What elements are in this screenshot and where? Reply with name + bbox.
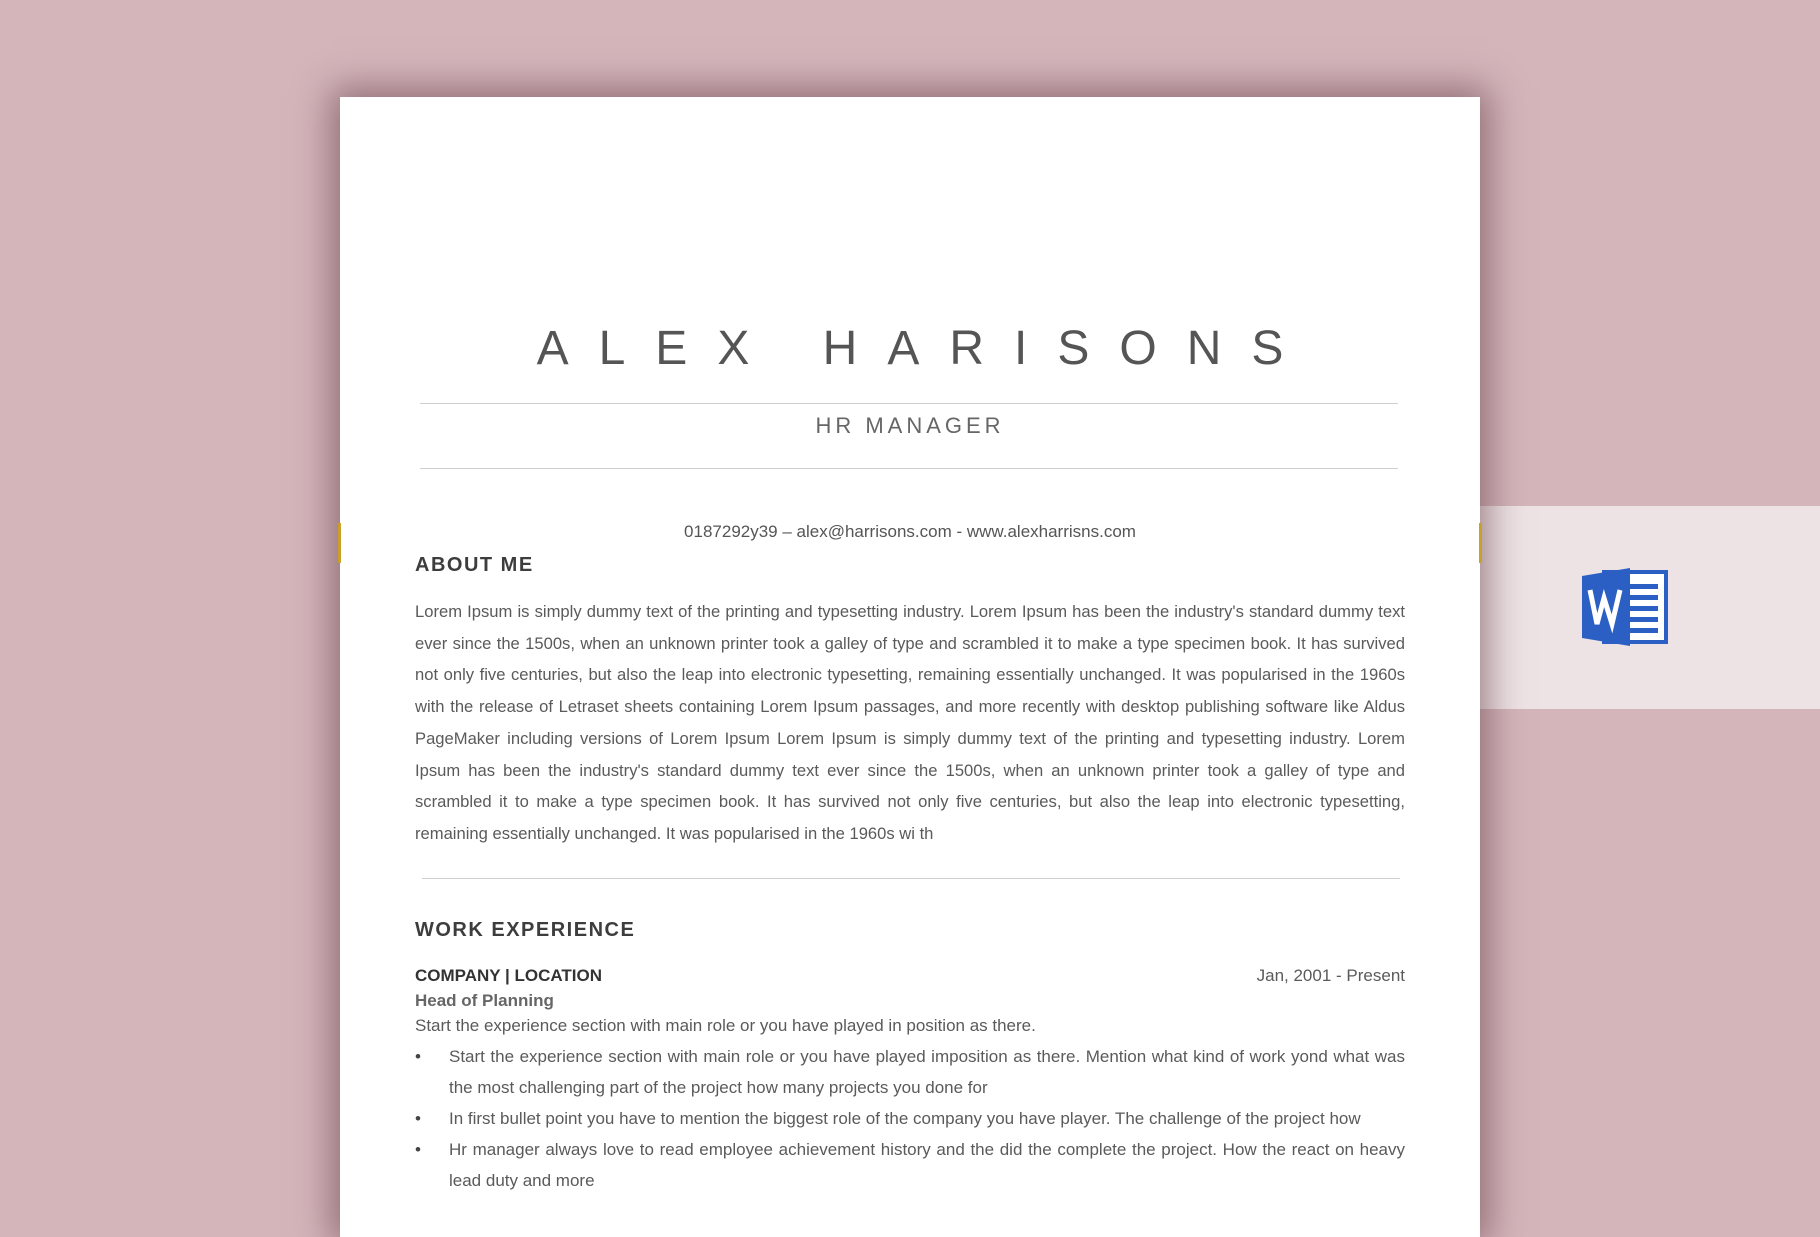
- job-intro: Start the experience section with main role or you have played in position as there.: [415, 1016, 1036, 1035]
- bullet-icon: •: [415, 1109, 421, 1128]
- work-heading: WORK EXPERIENCE: [415, 919, 636, 941]
- job-dates: Jan, 2001 - Present: [1256, 966, 1405, 985]
- job-title: Head of Planning: [415, 991, 554, 1010]
- microsoft-word-icon: [1582, 566, 1668, 648]
- bullet-text: In first bullet point you have to mention the biggest role of the company you have player. The challenge of the project how: [449, 1109, 1361, 1128]
- bullet-icon: •: [415, 1047, 421, 1066]
- list-item: [415, 1134, 1405, 1196]
- about-text: Lorem Ipsum is simply dummy text of the printing and typesetting industry. Lorem Ipsum has been the industry's standard dummy text ever since the 1500s, when an unknown printer took a galley of type and scrambled it to make a type specimen book. It has survived not only five centuries, but also the leap into electronic typesetting, remaining essentially unchanged. It was popularised in the 1960s with the release of Letraset sheets containing Lorem Ipsum passages, and more recently with desktop publishing software like Aldus PageMaker including versions of Lorem Ipsum Lorem Ipsum is simply dummy text of the printing and typesetting industry. Lorem Ipsum has been the industry's standard dummy text ever since the 1500s, when an unknown printer took a galley of type and scrambled it to make a type specimen book. It has survived not only five centuries, but also the leap into electronic typesetting, remaining essentially unchanged. It was popularised in the 1960s wi th: [415, 602, 1405, 843]
- job-company: COMPANY | LOCATION: [415, 966, 603, 985]
- divider-contact: [420, 468, 1398, 469]
- bullet-icon: •: [415, 1140, 421, 1159]
- bullet-text: Hr manager always love to read employee achievement history and the did the complete the project. How the react on heavy lead duty and more: [449, 1140, 1405, 1190]
- about-heading: ABOUT ME: [415, 554, 534, 576]
- bullet-text: Start the experience section with main role or you have played imposition as there. Mention what kind of work yond what was the most challenging part of the project how many projects you done for: [449, 1047, 1405, 1097]
- list-item: [415, 1103, 1405, 1134]
- list-item: [415, 1041, 1405, 1103]
- divider-about: [422, 878, 1400, 879]
- candidate-name: ALEX HARISONS: [536, 322, 1314, 375]
- contact-line: 0187292y39 – alex@harrisons.com - www.alexharrisns.com: [684, 522, 1136, 541]
- resume-page: [340, 97, 1480, 1237]
- candidate-role: HR MANAGER: [815, 413, 1005, 438]
- divider-top: [420, 403, 1398, 404]
- job-bullets: [415, 1041, 1405, 1196]
